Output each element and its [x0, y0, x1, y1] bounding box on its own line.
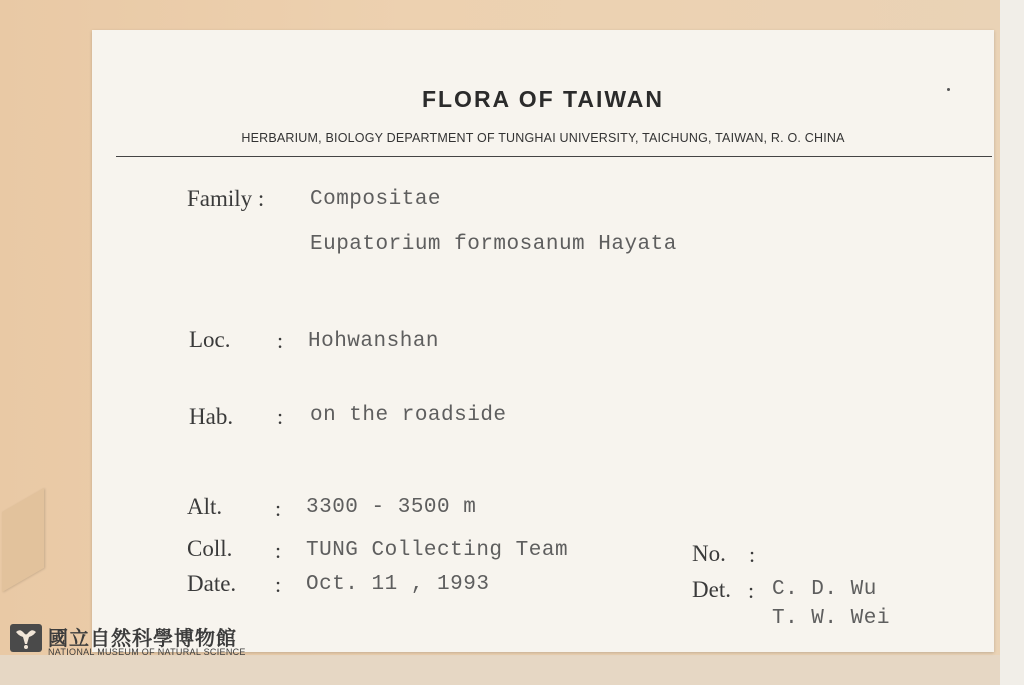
- locality-label: Loc.: [189, 327, 231, 352]
- speck: [947, 88, 950, 91]
- determiner-value-2: T. W. Wei: [772, 607, 890, 630]
- date-colon: :: [275, 572, 282, 597]
- number-colon: :: [749, 542, 756, 567]
- header-rule: [116, 156, 992, 157]
- collector-colon: :: [275, 538, 282, 563]
- family-value: Compositae: [310, 188, 442, 211]
- number-label: No.: [692, 541, 726, 566]
- habitat-label: Hab.: [189, 404, 234, 429]
- date-value: Oct. 11 , 1993: [306, 573, 490, 596]
- family-label: Family :: [187, 186, 265, 211]
- date-label: Date.: [187, 571, 237, 596]
- museum-name-en: NATIONAL MUSEUM OF NATURAL SCIENCE: [48, 647, 246, 657]
- collector-value: TUNG Collecting Team: [306, 539, 569, 562]
- altitude-colon: :: [275, 496, 282, 521]
- herbarium-label: [92, 30, 994, 652]
- habitat-value: on the roadside: [310, 404, 507, 427]
- determiner-value-1: C. D. Wu: [772, 578, 877, 601]
- museum-logo-icon: [10, 624, 42, 652]
- label-title: FLORA OF TAIWAN: [421, 86, 665, 112]
- locality-value: Hohwanshan: [308, 330, 440, 353]
- torn-paper-scrap: [2, 488, 44, 592]
- museum-watermark: [10, 622, 270, 662]
- altitude-label: Alt.: [187, 494, 223, 519]
- museum-name-zh: 國立自然科學博物館: [48, 626, 237, 650]
- determiner-colon: :: [748, 578, 755, 603]
- determiner-label: Det.: [692, 577, 731, 602]
- species-value: Eupatorium formosanum Hayata: [310, 233, 677, 256]
- label-subtitle: HERBARIUM, BIOLOGY DEPARTMENT OF TUNGHAI UNIVERSITY, TAICHUNG, TAIWAN, R. O. CHINA: [241, 131, 845, 145]
- collector-label: Coll.: [187, 536, 233, 561]
- mount-right-strip: [1000, 0, 1024, 685]
- altitude-value: 3300 - 3500 m: [306, 496, 477, 519]
- habitat-colon: :: [277, 404, 284, 429]
- locality-colon: :: [277, 328, 284, 353]
